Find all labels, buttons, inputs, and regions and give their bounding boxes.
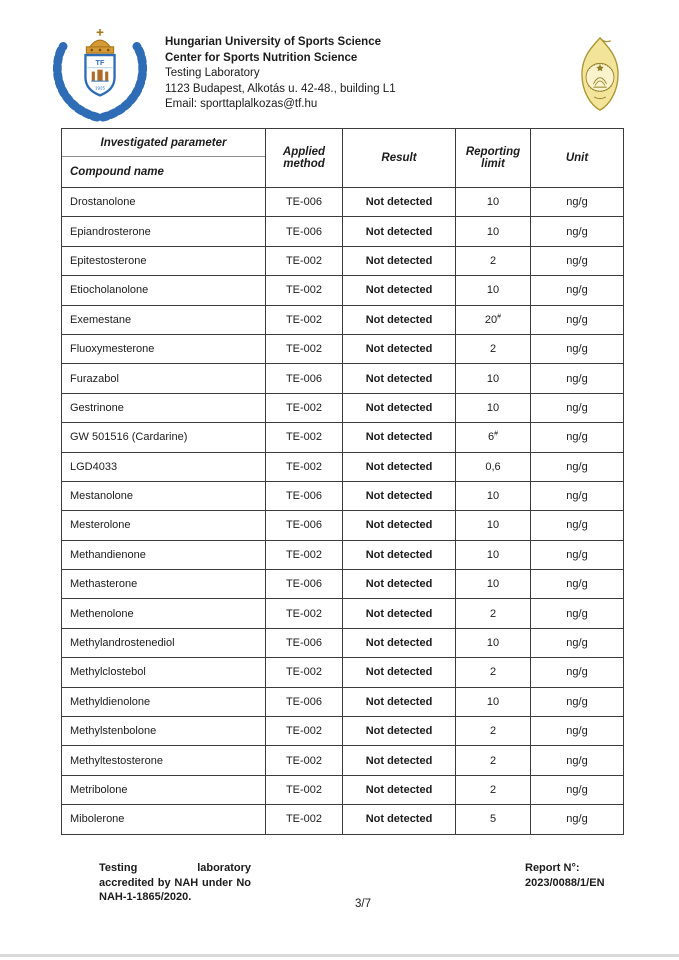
method-cell: TE-002 [266, 746, 343, 775]
limit-cell: 2 [456, 334, 531, 363]
org-address: 1123 Budapest, Alkotás u. 42-48., building L1 [165, 82, 396, 95]
compound-cell: GW 501516 (Cardarine) [62, 423, 266, 452]
method-cell: TE-002 [266, 717, 343, 746]
result-cell: Not detected [343, 717, 456, 746]
method-cell: TE-002 [266, 305, 343, 334]
compound-cell: Drostanolone [62, 188, 266, 217]
table-row [62, 717, 624, 746]
unit-cell: ng/g [531, 393, 624, 422]
crown-icon [86, 29, 113, 53]
limit-cell: 10 [456, 364, 531, 393]
unit-cell: ng/g [531, 540, 624, 569]
limit-cell: 2 [456, 775, 531, 804]
result-cell: Not detected [343, 570, 456, 599]
org-name: Hungarian University of Sports Science [165, 36, 382, 48]
limit-cell: 10 [456, 217, 531, 246]
unit-cell: ng/g [531, 246, 624, 275]
table-row [62, 276, 624, 305]
unit-cell: ng/g [531, 188, 624, 217]
unit-cell: ng/g [531, 423, 624, 452]
method-cell: TE-002 [266, 393, 343, 422]
result-cell: Not detected [343, 775, 456, 804]
result-cell: Not detected [343, 805, 456, 834]
limit-cell: 10 [456, 570, 531, 599]
org-center: Center for Sports Nutrition Science [165, 51, 358, 64]
unit-cell: ng/g [531, 570, 624, 599]
table-body [62, 188, 624, 835]
unit-cell: ng/g [531, 746, 624, 775]
unit-cell: ng/g [531, 687, 624, 716]
table-row [62, 805, 624, 834]
scan-edge [0, 954, 679, 957]
compound-cell: Epitestosterone [62, 246, 266, 275]
unit-cell: ng/g [531, 775, 624, 804]
method-cell: TE-006 [266, 687, 343, 716]
table-row [62, 334, 624, 363]
table-row [62, 599, 624, 628]
method-cell: TE-002 [266, 775, 343, 804]
method-cell: TE-006 [266, 628, 343, 657]
limit-cell: 10 [456, 276, 531, 305]
compound-cell: Methyltestosterone [62, 746, 266, 775]
table-row [62, 687, 624, 716]
table-row [62, 188, 624, 217]
method-cell: TE-006 [266, 511, 343, 540]
limit-cell: 10 [456, 511, 531, 540]
compound-cell: Furazabol [62, 364, 266, 393]
table-row [62, 511, 624, 540]
compound-cell: LGD4033 [62, 452, 266, 481]
compound-cell: Etiocholanolone [62, 276, 266, 305]
result-cell: Not detected [343, 217, 456, 246]
result-cell: Not detected [343, 540, 456, 569]
unit-cell: ng/g [531, 305, 624, 334]
org-lab: Testing Laboratory [165, 67, 260, 80]
limit-cell: 2 [456, 658, 531, 687]
method-cell: TE-002 [266, 805, 343, 834]
unit-cell: ng/g [531, 364, 624, 393]
org-email: Email: sporttaplalkozas@tf.hu [165, 98, 318, 111]
unit-cell: ng/g [531, 481, 624, 510]
table-row [62, 570, 624, 599]
limit-cell: 10 [456, 628, 531, 657]
compound-cell: Methandienone [62, 540, 266, 569]
result-cell: Not detected [343, 334, 456, 363]
method-cell: TE-006 [266, 481, 343, 510]
limit-cell: 10 [456, 393, 531, 422]
compound-cell: Methylstenbolone [62, 717, 266, 746]
result-cell: Not detected [343, 746, 456, 775]
logo-year: 1925 [95, 85, 105, 91]
unit-cell: ng/g [531, 717, 624, 746]
limit-cell: 0,6 [456, 452, 531, 481]
result-cell: Not detected [343, 452, 456, 481]
logo-abbr: TF [95, 57, 105, 67]
compound-name-label: Compound name [70, 166, 164, 178]
method-cell: TE-002 [266, 423, 343, 452]
result-cell: Not detected [343, 511, 456, 540]
method-cell: TE-002 [266, 276, 343, 305]
compound-cell: Mestanolone [62, 481, 266, 510]
unit-cell: ng/g [531, 628, 624, 657]
report-number-label: Report N°: [525, 862, 580, 874]
unit-cell: ng/g [531, 452, 624, 481]
method-cell: TE-006 [266, 188, 343, 217]
compound-cell: Fluoxymesterone [62, 334, 266, 363]
report-number-block [525, 861, 605, 890]
result-cell: Not detected [343, 364, 456, 393]
compound-cell: Methyldienolone [62, 687, 266, 716]
compound-cell: Methenolone [62, 599, 266, 628]
limit-cell: 10 [456, 687, 531, 716]
compound-cell: Mesterolone [62, 511, 266, 540]
result-cell: Not detected [343, 305, 456, 334]
result-cell: Not detected [343, 276, 456, 305]
unit-cell: ng/g [531, 334, 624, 363]
method-cell: TE-006 [266, 570, 343, 599]
university-logo-icon [44, 26, 156, 123]
unit-cell: ng/g [531, 276, 624, 305]
limit-cell: 5 [456, 805, 531, 834]
compound-cell: Mibolerone [62, 805, 266, 834]
method-cell: TE-002 [266, 599, 343, 628]
page-number: 3/7 [355, 898, 371, 910]
limit-cell: 20# [456, 305, 531, 334]
table-row [62, 481, 624, 510]
results-table [61, 128, 624, 835]
unit-cell: ng/g [531, 805, 624, 834]
column-unit: Unit [531, 129, 624, 188]
result-cell: Not detected [343, 246, 456, 275]
method-cell: TE-006 [266, 217, 343, 246]
result-cell: Not detected [343, 481, 456, 510]
accreditation-note: Testing laboratory accredited by NAH under No NAH-1-1865/2020. [99, 862, 251, 903]
column-reporting-limit: Reporting limit [456, 129, 531, 188]
method-cell: TE-002 [266, 452, 343, 481]
table-row [62, 364, 624, 393]
limit-cell: 2 [456, 246, 531, 275]
letterhead [165, 35, 465, 113]
result-cell: Not detected [343, 393, 456, 422]
method-cell: TE-002 [266, 658, 343, 687]
compound-cell: Methylandrostenediol [62, 628, 266, 657]
quality-award-seal-icon [577, 34, 623, 114]
result-cell: Not detected [343, 687, 456, 716]
unit-cell: ng/g [531, 658, 624, 687]
unit-cell: ng/g [531, 599, 624, 628]
table-row [62, 540, 624, 569]
method-cell: TE-002 [266, 540, 343, 569]
result-cell: Not detected [343, 188, 456, 217]
investigated-parameter-label: Investigated parameter [62, 129, 265, 157]
result-cell: Not detected [343, 423, 456, 452]
compound-cell: Methylclostebol [62, 658, 266, 687]
result-cell: Not detected [343, 658, 456, 687]
column-applied-method: Applied method [266, 129, 343, 188]
report-number-value: 2023/0088/1/EN [525, 876, 605, 889]
result-cell: Not detected [343, 599, 456, 628]
table-row [62, 452, 624, 481]
table-row [62, 393, 624, 422]
table-row [62, 423, 624, 452]
unit-cell: ng/g [531, 217, 624, 246]
method-cell: TE-002 [266, 334, 343, 363]
shield-icon [85, 55, 114, 95]
table-row [62, 305, 624, 334]
method-cell: TE-006 [266, 364, 343, 393]
table-row [62, 628, 624, 657]
compound-cell: Gestrinone [62, 393, 266, 422]
limit-cell: 2 [456, 746, 531, 775]
limit-cell: 2 [456, 717, 531, 746]
table-row [62, 658, 624, 687]
limit-cell: 10 [456, 188, 531, 217]
result-cell: Not detected [343, 628, 456, 657]
compound-cell: Methasterone [62, 570, 266, 599]
table-row [62, 217, 624, 246]
limit-cell: 10 [456, 540, 531, 569]
limit-cell: 2 [456, 599, 531, 628]
limit-cell: 10 [456, 481, 531, 510]
compound-cell: Metribolone [62, 775, 266, 804]
column-result: Result [343, 129, 456, 188]
table-row [62, 746, 624, 775]
method-cell: TE-002 [266, 246, 343, 275]
column-investigated-parameter [62, 129, 266, 188]
table-row [62, 775, 624, 804]
compound-cell: Exemestane [62, 305, 266, 334]
compound-cell: Epiandrosterone [62, 217, 266, 246]
limit-cell: 6# [456, 423, 531, 452]
unit-cell: ng/g [531, 511, 624, 540]
table-header [62, 129, 624, 188]
table-row [62, 246, 624, 275]
